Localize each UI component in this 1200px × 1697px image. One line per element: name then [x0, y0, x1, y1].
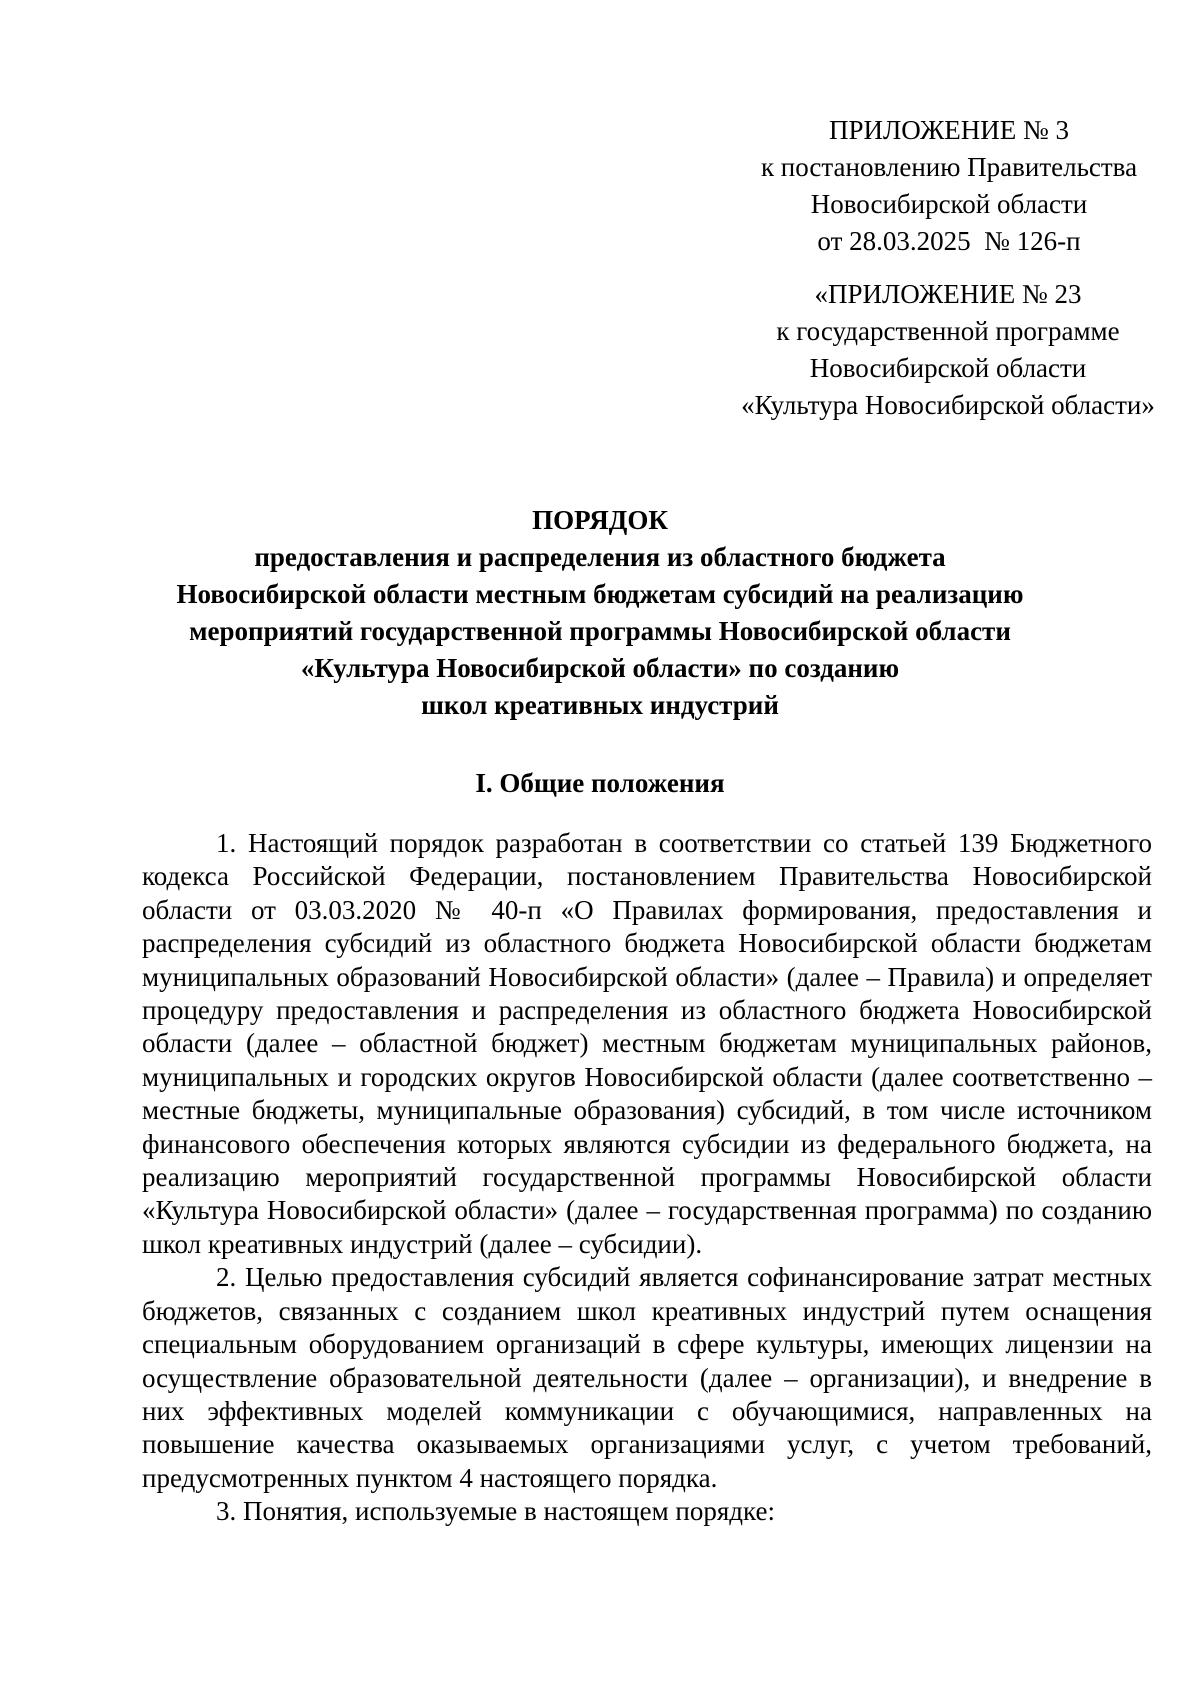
title-line: предоставления и распределения из областного бюджета [254, 542, 946, 572]
title-heading: ПОРЯДОК [532, 505, 668, 535]
title-line: школ креативных индустрий [421, 690, 779, 720]
appendix-header-program [698, 276, 1198, 424]
section-body [142, 827, 1152, 1529]
appendix-line: ПРИЛОЖЕНИЕ № 3 [828, 115, 1070, 145]
title-line: мероприятий государственной программы Новосибирской области [189, 616, 1011, 646]
document-title [120, 502, 1080, 724]
appendix-line: «ПРИЛОЖЕНИЕ № 23 [814, 279, 1082, 309]
paragraph-1: 1. Настоящий порядок разработан в соответствии со статьей 139 Бюджетного кодекса Российской Федерации, постановлением Правительства Новосибирской области от 03.03.2020 № 40-п «О Правилах формирования, предоставления и распределения субсидий из областного бюджета Новосибирской области бюджетам муниципальных образований Новосибирской области» (далее – Правила) и определяет процедуру предоставления и распределения из областного бюджета Новосибирской области (далее – областной бюджет) местным бюджетам муниципальных районов, муниципальных и городских округов Новосибирской области (далее соответственно – местные бюджеты, муниципальные образования) субсидий, в том числе источником финансового обеспечения которых являются субсидии из федерального бюджета, на реализацию мероприятий государственной программы Новосибирской области «Культура Новосибирской области» (далее – государственная программа) по созданию школ креативных индустрий (далее – субсидии). [142, 828, 1152, 1259]
title-line: «Культура Новосибирской области» по созданию [300, 653, 900, 683]
appendix-line: от 28.03.2025 № 126-п [817, 226, 1081, 256]
appendix-header-resolution [746, 112, 1152, 260]
appendix-line: «Культура Новосибирской области» [741, 390, 1155, 420]
paragraph-3: 3. Понятия, используемые в настоящем порядке: [216, 1496, 775, 1527]
title-line: Новосибирской области местным бюджетам субсидий на реализацию [176, 579, 1024, 609]
appendix-line: Новосибирской области [810, 189, 1088, 219]
paragraph-2: 2. Целью предоставления субсидий является софинансирование затрат местных бюджетов, связанных с созданием школ креативных индустрий путем оснащения специальным оборудованием организаций в сфере культуры, имеющих лицензии на осуществление образовательной деятельности (далее – организации), и внедрение в них эффективных моделей коммуникации с обучающимися, направленных на повышение качества оказываемых организациями услуг, с учетом требований, предусмотренных пунктом 4 настоящего порядка. [142, 1262, 1152, 1493]
appendix-line: к постановлению Правительства [760, 152, 1138, 182]
section-heading: I. Общие положения [475, 768, 725, 798]
appendix-line: к государственной программе [776, 316, 1120, 346]
appendix-line: Новосибирской области [809, 353, 1087, 383]
